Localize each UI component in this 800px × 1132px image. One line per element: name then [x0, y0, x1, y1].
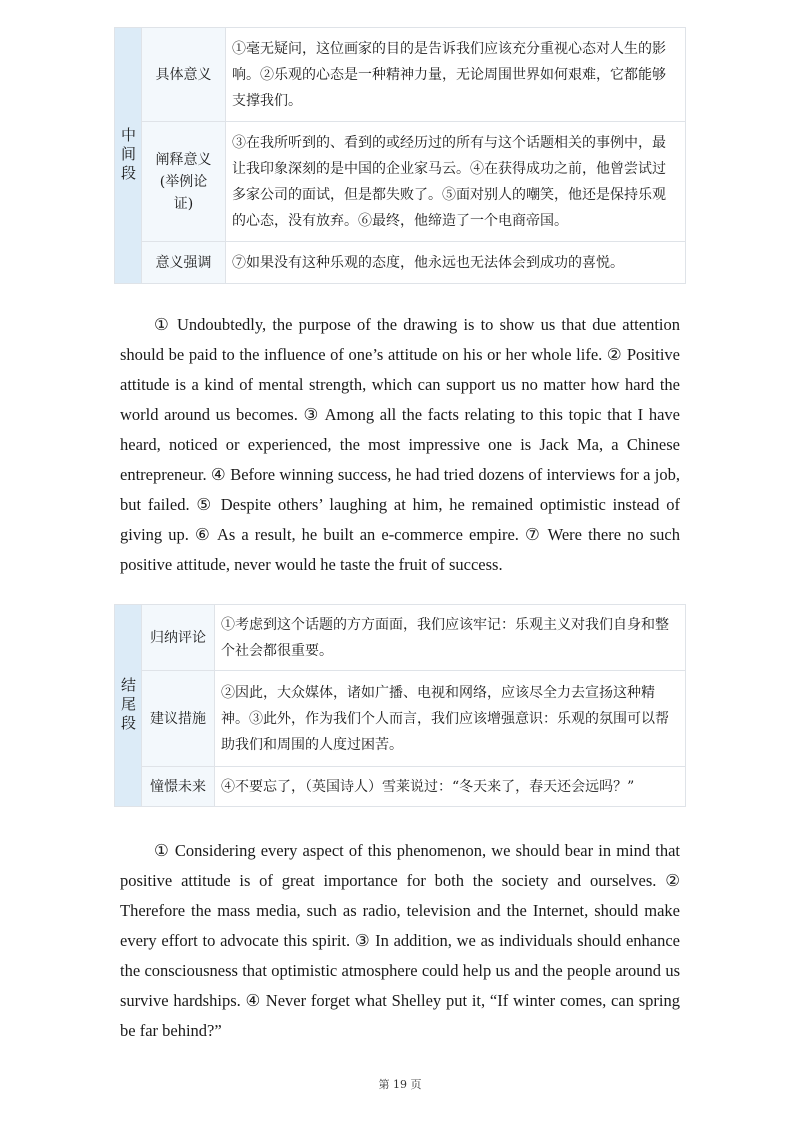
- table-row: [115, 242, 686, 284]
- ending-paragraph-table: [114, 604, 686, 807]
- row-content: ①考虑到这个话题的方方面面，我们应该牢记：乐观主义对我们自身和整个社会都很重要。: [215, 605, 686, 671]
- middle-paragraph-table: [114, 27, 686, 284]
- row-content: ②因此，大众媒体，诸如广播、电视和网络，应该尽全力去宣扬这种精神。③此外，作为我们个人而言，我们应该增强意识：乐观的氛围可以帮助我们和周围的人度过困苦。: [215, 671, 686, 767]
- row-label: 归纳评论: [142, 605, 215, 671]
- row-label: 建议措施: [142, 671, 215, 767]
- table-row: [115, 671, 686, 767]
- english-paragraph-ending: ① Considering every aspect of this phenomenon, we should bear in mind that positive attitude is of great importance for both the society and ourselves. ② Therefore the mass media, such as radio, television and the Internet, should make every effort to advocate this spirit. ③ In addition, we as individuals should enhance the consciousness that optimistic atmosphere could help us and the people around us survive hardships. ④ Never forget what Shelley put it, “If winter comes, can spring be far behind?”: [120, 841, 680, 1040]
- row-content: ④不要忘了，（英国诗人）雪莱说过：“冬天来了，春天还会远吗？”: [215, 767, 686, 807]
- table-row: [115, 767, 686, 807]
- row-label: 具体意义: [142, 28, 226, 122]
- row-label: 阐释意义(举例论证): [142, 122, 226, 242]
- row-label: 意义强调: [142, 242, 226, 284]
- section-label: 中间段: [115, 28, 142, 284]
- table-row: [115, 28, 686, 122]
- page-number: 第 19 页: [378, 1078, 422, 1091]
- table-row: [115, 122, 686, 242]
- table-row: [115, 605, 686, 671]
- row-content: ③在我所听到的、看到的或经历过的所有与这个话题相关的事例中，最让我印象深刻的是中国的企业家马云。④在获得成功之前，他曾尝试过多家公司的面试，但是都失败了。⑤面对别人的嘲笑，他还是保持乐观的心态，没有放弃。⑥最终，他缔造了一个电商帝国。: [226, 122, 686, 242]
- section-label: 结尾段: [115, 605, 142, 807]
- english-paragraph-middle: ① Undoubtedly, the purpose of the drawing is to show us that due attention should be paid to the influence of one’s attitude on his or her whole life. ② Positive attitude is a kind of mental strength, which can support us no matter how hard the world around us becomes. ③ Among all the facts relating to this topic that I have heard, noticed or experienced, the most impressive one is Jack Ma, a Chinese entrepreneur. ④ Before winning success, he had tried dozens of interviews for a job, but failed. ⑤ Despite others’ laughing at him, he remained optimistic instead of giving up. ⑥ As a result, he built an e-commerce empire. ⑦ Were there no such positive attitude, never would he taste the fruit of success.: [120, 315, 680, 574]
- row-content: ⑦如果没有这种乐观的态度，他永远也无法体会到成功的喜悦。: [226, 242, 686, 284]
- row-label: 憧憬未来: [142, 767, 215, 807]
- row-content: ①毫无疑问，这位画家的目的是告诉我们应该充分重视心态对人生的影响。②乐观的心态是一种精神力量，无论周围世界如何艰难，它都能够支撑我们。: [226, 28, 686, 122]
